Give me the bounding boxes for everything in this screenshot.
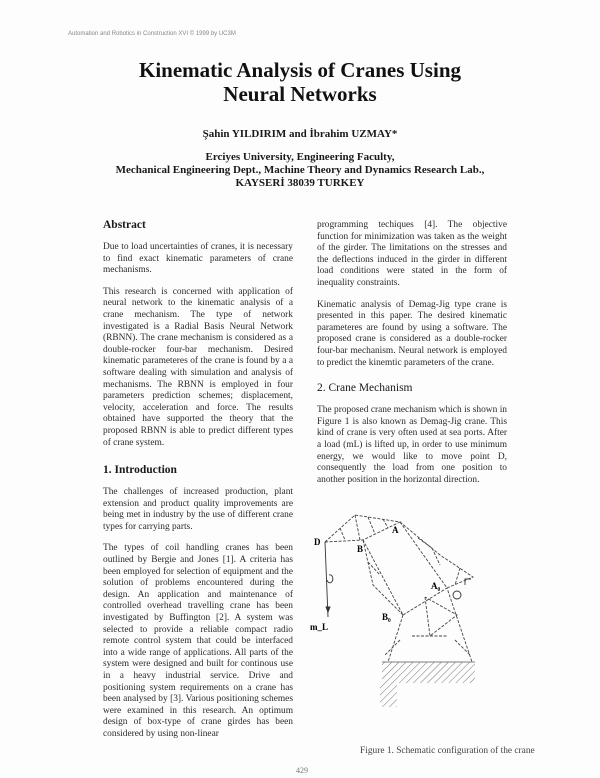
page-number: 429: [296, 766, 308, 775]
introduction-heading: 1. Introduction: [103, 464, 177, 477]
intro-paragraph: Kinematic analysis of Demag-Jig type crane is presented in this paper. The desired kinematic parameteres are found by using a software. The proposed crane is considered as a double-rocker four-bar mechanism. Neural network is employed to predict the kinemtic parameters of the crane.: [317, 299, 507, 368]
paper-title: Kinematic Analysis of Cranes Using Neural Networks: [138, 58, 461, 106]
label-A0: A₀: [431, 581, 441, 591]
label-B: B: [357, 544, 364, 554]
abstract-heading: Abstract: [103, 219, 146, 231]
intro-paragraph: The challenges of increased production, plant extension and product quality improvements are being met in industry by the use of different crane types for carrying parts.: [103, 487, 293, 532]
crane-figure: [300, 500, 500, 715]
affiliation: Erciyes University, Engineering Faculty, Mechanical Engineering Dept., Machine Theory and Dynamics Research Lab., KAYSERİ 38039 TURKEY: [115, 151, 485, 189]
intro-paragraph: The types of coil handling cranes has been outlined by Bergie and Jones [1]. A criteria has been employed for selection of equipment and the solution of problems encountered during the design. An application and maintenance of controlled overhead travelling crane has been investigated by Buffington [2]. A system was selected to provide a reliable compact radio remote control system that could be interfaced into a wide range of applications. All parts of the system were designed and built for continous use in a heavy industrial service. Drive and positioning system requirements on a crane has been analysed by [3]. Various positioning schemes were examined in this research. An optimum design of box-type of crane girdes has been considered by using non-linear: [103, 543, 293, 739]
crane-mechanism-heading: 2. Crane Mechanism: [317, 382, 413, 395]
running-header: Automation and Robotics in Construction XVI © 1999 by UC3M: [68, 31, 236, 37]
authors: Şahin YILDIRIM and İbrahim UZMAY*: [202, 128, 398, 140]
label-B0: B₀: [382, 612, 391, 622]
crane-mechanism-paragraph: The proposed crane mechanism which is shown in Figure 1 is also known as Demag-Jig crane. This kind of crane is very often used at sea ports. After a load (mL) is lifted up, in order to use minimum energy, we would like to move point D, consequently the load from one position to another position in the horizontal direction.: [317, 405, 507, 485]
abstract-paragraph: Due to load uncertainties of cranes, it is necessary to find exact kinematic parameters of crane mechanisms.: [103, 242, 293, 276]
label-D: D: [314, 537, 321, 547]
label-A: A: [392, 525, 399, 535]
intro-paragraph: programming techiques [4]. The objective function for minimization was taken as the weight of the girder. The limitations on the stresses and the deflections induced in the girder in different load conditions were stated in the form of inequality constraints.: [317, 220, 507, 288]
right-column: [317, 220, 507, 486]
figure-caption: Figure 1. Schematic configuration of the crane: [360, 746, 535, 756]
label-mL: m_L: [310, 622, 328, 632]
left-column: [103, 218, 293, 741]
abstract-paragraph: This research is concerned with application of neural network to the kinematic analysis of a crane mechanism. The type of network investigated is a Radial Basis Neural Network (RBNN). The crane mechanism is considered as a double-rocker four-bar mechanism. Desired kinematic parameteres of the crane is found by a a software dealing with simulation and analysis of mechanisms. The RBNN is employed in four parameters prediction schemes; displacement, velocity, acceleration and force. The results obtained have supported the theory that the proposed RBNN is able to predict different types of crane system.: [103, 286, 293, 448]
